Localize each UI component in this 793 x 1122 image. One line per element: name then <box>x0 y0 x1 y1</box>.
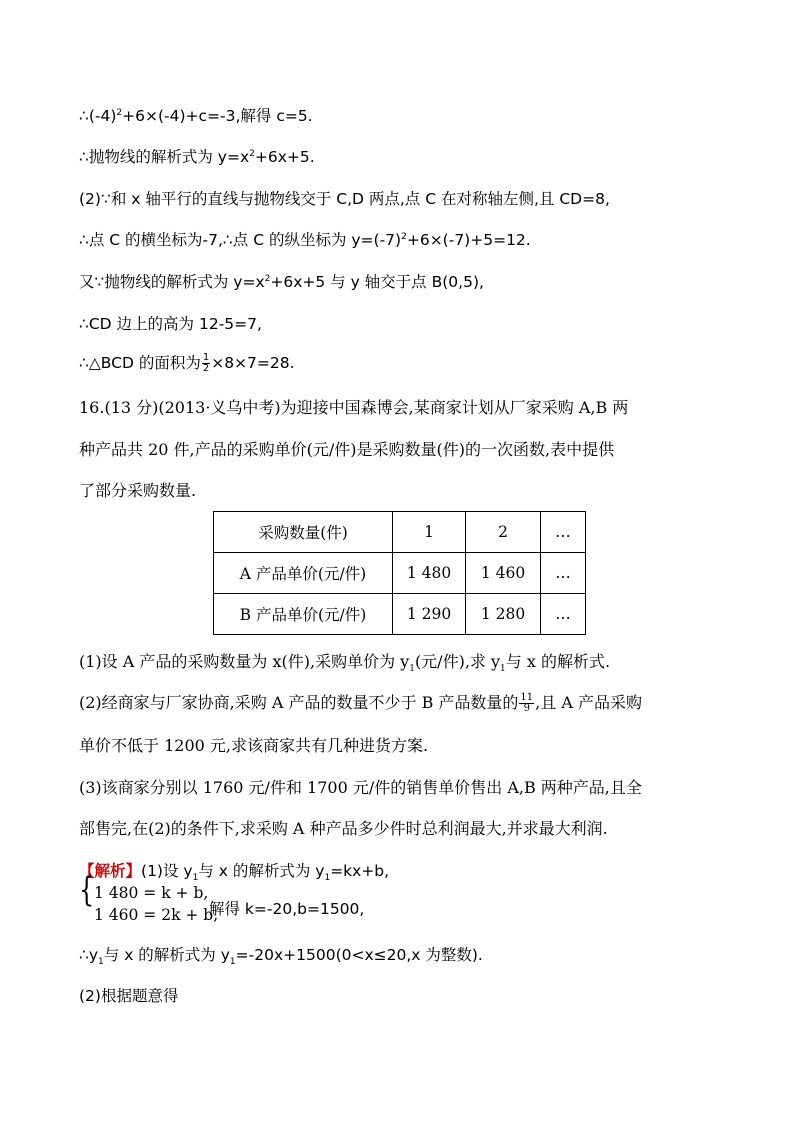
analysis-line-3: $\therefore y_1$与 x 的解析式为 $y_1=-20x+1500(0<x\le 20,x$ 为整数). <box>79 946 483 968</box>
solution-line-2: ∴抛物线的解析式为 $y=x^2+6x+5$. <box>79 148 315 166</box>
table-cell: 采购数量(件) <box>214 512 393 553</box>
solution-line-4: ∴点 C 的横坐标为-7,∴点 C 的纵坐标为 $y=(-7)^2+6\times(-7)+5=12$. <box>79 231 531 249</box>
problem16-line-3: 了部分采购数量. <box>79 481 197 500</box>
question-2-line-2: 单价不低于 1200 元,求该商家共有几种进货方案. <box>79 736 429 755</box>
table-cell: A 产品单价(元/件) <box>214 553 393 594</box>
solution-line-7: ∴△BCD 的面积为 $\frac{1}{2}$ ×8×7=28. <box>79 352 295 374</box>
analysis-line-4: (2)根据题意得 <box>79 987 179 1005</box>
solve-result: 解得 k=-20,b=1500, <box>209 900 365 918</box>
problem16-line-2: 种产品共 20 件,产品的采购单价(元/件)是采购数量(件)的一次函数,表中提供 <box>79 440 615 459</box>
solution-line-3: (2)∵和 x 轴平行的直线与抛物线交于 C,D 两点,点 C 在对称轴左侧,且 CD=8, <box>79 190 610 208</box>
table-cell: 2 <box>466 512 541 553</box>
table-cell: … <box>541 553 586 594</box>
question-3-line-1: (3)该商家分别以 1760 元/件和 1700 元/件的销售单价售出 A,B 两种产品,且全 <box>79 778 642 797</box>
solution-line-6: ∴CD 边上的高为 12-5=7, <box>79 315 262 333</box>
question-3-line-2: 部售完,在(2)的条件下,求采购 A 种产品多少件时总利润最大,并求最大利润. <box>79 819 608 838</box>
table-cell: 1 280 <box>466 594 541 635</box>
table-cell: 1 480 <box>393 553 466 594</box>
equation-system-brace: { <box>79 870 95 910</box>
table-cell: 1 460 <box>466 553 541 594</box>
purchase-table <box>213 511 586 635</box>
fraction-eleven-ninths: $\frac{11}{9}$ <box>520 692 534 714</box>
fraction-one-half: $\frac{1}{2}$ <box>202 352 210 374</box>
table-header-row <box>214 512 586 553</box>
equation-2: 1 460 = 2k + b, <box>94 906 219 924</box>
table-row <box>214 553 586 594</box>
analysis-line-1: 【解析】(1)设 $y_1$与 x 的解析式为 $y_1=kx+b$, <box>79 862 390 884</box>
table-cell: 1 290 <box>393 594 466 635</box>
table-cell: … <box>541 594 586 635</box>
problem16-line-1: 16.(13 分)(2013·义乌中考)为迎接中国森博会,某商家计划从厂家采购 A,B 两 <box>79 398 629 417</box>
solution-line-1: $\therefore(-4)^2+6\times(-4)+c=-3$,解得 c=5. <box>79 107 313 125</box>
analysis-tag: 【解析】 <box>79 862 142 880</box>
table-cell: 1 <box>393 512 466 553</box>
table-cell: … <box>541 512 586 553</box>
table-cell: B 产品单价(元/件) <box>214 594 393 635</box>
question-2-line-1: (2)经商家与厂家协商,采购 A 产品的数量不少于 B 产品数量的 $\frac{11}{9}$ ,且 A 产品采购 <box>79 692 642 714</box>
equation-1: 1 480 = k + b, <box>94 884 209 902</box>
table-row <box>214 594 586 635</box>
question-1: (1)设 A 产品的采购数量为 x(件),采购单价为 $y_1$(元/件),求 $y_1$与 x 的解析式. <box>79 652 611 675</box>
solution-line-5: 又∵抛物线的解析式为 $y=x^2+6x+5$ 与 y 轴交于点 B(0,5), <box>79 273 484 291</box>
